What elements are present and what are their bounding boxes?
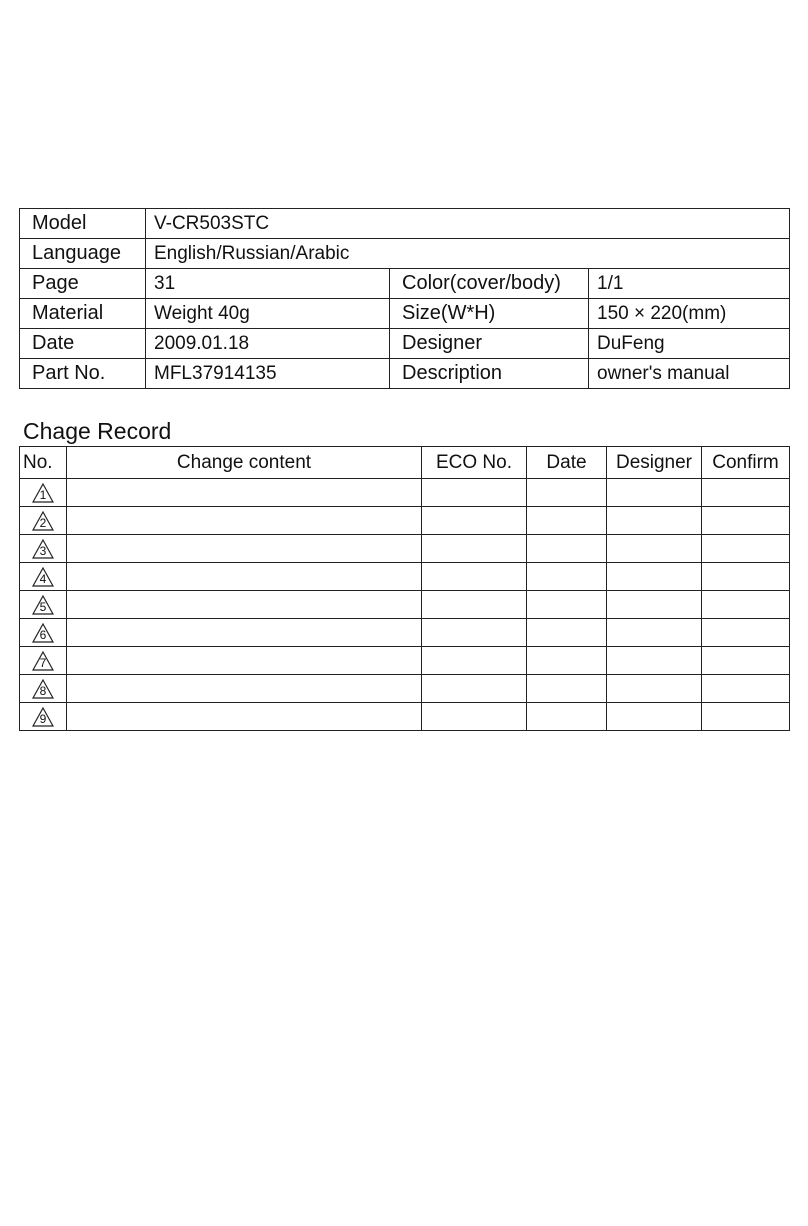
info-row-part-no	[20, 359, 790, 389]
table-row	[20, 591, 790, 619]
designer-cell	[607, 675, 702, 703]
table-row	[20, 479, 790, 507]
revision-number-label: 8	[39, 683, 47, 698]
description-label: Description	[390, 359, 589, 389]
change-content-cell	[67, 479, 422, 507]
designer-value: DuFeng	[589, 329, 790, 359]
date-cell	[527, 591, 607, 619]
designer-cell	[607, 591, 702, 619]
eco-no-cell	[422, 507, 527, 535]
info-row-model	[20, 209, 790, 239]
info-row-date	[20, 329, 790, 359]
date-cell	[527, 479, 607, 507]
date-cell	[527, 507, 607, 535]
record-header-row	[20, 447, 790, 479]
revision-number-cell	[20, 675, 67, 703]
change-record-table	[19, 446, 790, 731]
confirm-cell	[702, 507, 790, 535]
revision-triangle-icon	[32, 483, 54, 503]
language-label: Language	[20, 239, 146, 269]
eco-no-cell	[422, 619, 527, 647]
confirm-cell	[702, 647, 790, 675]
change-content-cell	[67, 675, 422, 703]
revision-number-cell	[20, 703, 67, 731]
revision-number-label: 3	[39, 543, 47, 558]
confirm-cell	[702, 703, 790, 731]
eco-no-cell	[422, 563, 527, 591]
revision-number-label: 7	[39, 655, 47, 670]
color-label: Color(cover/body)	[390, 269, 589, 299]
revision-number-label: 2	[39, 515, 47, 530]
language-value: English/Russian/Arabic	[146, 239, 790, 269]
table-row	[20, 703, 790, 731]
revision-number-cell	[20, 535, 67, 563]
designer-cell	[607, 647, 702, 675]
confirm-cell	[702, 479, 790, 507]
date-cell	[527, 703, 607, 731]
revision-number-cell	[20, 507, 67, 535]
info-row-material	[20, 299, 790, 329]
date-cell	[527, 563, 607, 591]
revision-triangle-icon	[32, 567, 54, 587]
part-no-label: Part No.	[20, 359, 146, 389]
change-content-cell	[67, 703, 422, 731]
color-value: 1/1	[589, 269, 790, 299]
model-value: V-CR503STC	[146, 209, 790, 239]
change-content-cell	[67, 619, 422, 647]
eco-no-cell	[422, 591, 527, 619]
revision-number-cell	[20, 591, 67, 619]
revision-number-label: 1	[39, 487, 47, 502]
page-value: 31	[146, 269, 390, 299]
date-cell	[527, 619, 607, 647]
date-value: 2009.01.18	[146, 329, 390, 359]
revision-triangle-icon	[32, 623, 54, 643]
confirm-cell	[702, 591, 790, 619]
date-cell	[527, 675, 607, 703]
confirm-cell	[702, 563, 790, 591]
table-row	[20, 647, 790, 675]
part-no-value: MFL37914135	[146, 359, 390, 389]
date-cell	[527, 647, 607, 675]
revision-triangle-icon	[32, 651, 54, 671]
eco-no-column-header: ECO No.	[422, 447, 527, 479]
document-info-table	[19, 208, 790, 389]
date-cell	[527, 535, 607, 563]
designer-cell	[607, 703, 702, 731]
revision-number-cell	[20, 619, 67, 647]
designer-column-header: Designer	[607, 447, 702, 479]
table-row	[20, 675, 790, 703]
table-row	[20, 507, 790, 535]
eco-no-cell	[422, 535, 527, 563]
info-row-language	[20, 239, 790, 269]
confirm-column-header: Confirm	[702, 447, 790, 479]
model-label: Model	[20, 209, 146, 239]
description-value: owner's manual	[589, 359, 790, 389]
revision-triangle-icon	[32, 595, 54, 615]
revision-triangle-icon	[32, 707, 54, 727]
designer-cell	[607, 619, 702, 647]
confirm-cell	[702, 675, 790, 703]
revision-triangle-icon	[32, 539, 54, 559]
table-row	[20, 563, 790, 591]
table-row	[20, 619, 790, 647]
revision-number-cell	[20, 563, 67, 591]
change-content-cell	[67, 563, 422, 591]
designer-cell	[607, 507, 702, 535]
revision-number-cell	[20, 647, 67, 675]
designer-cell	[607, 479, 702, 507]
record-body	[20, 479, 790, 731]
table-row	[20, 535, 790, 563]
eco-no-cell	[422, 675, 527, 703]
revision-triangle-icon	[32, 679, 54, 699]
confirm-cell	[702, 619, 790, 647]
change-content-cell	[67, 647, 422, 675]
designer-cell	[607, 563, 702, 591]
revision-number-cell	[20, 479, 67, 507]
change-record-title: Chage Record	[23, 418, 172, 444]
date-label: Date	[20, 329, 146, 359]
change-content-cell	[67, 535, 422, 563]
material-value: Weight 40g	[146, 299, 390, 329]
revision-number-label: 9	[39, 711, 47, 726]
confirm-cell	[702, 535, 790, 563]
eco-no-cell	[422, 479, 527, 507]
revision-number-label: 5	[39, 599, 47, 614]
change-content-cell	[67, 591, 422, 619]
date-column-header: Date	[527, 447, 607, 479]
eco-no-cell	[422, 703, 527, 731]
no-column-header: No.	[20, 447, 67, 479]
material-label: Material	[20, 299, 146, 329]
page-label: Page	[20, 269, 146, 299]
size-label: Size(W*H)	[390, 299, 589, 329]
designer-cell	[607, 535, 702, 563]
info-row-page	[20, 269, 790, 299]
revision-number-label: 6	[39, 627, 47, 642]
designer-label: Designer	[390, 329, 589, 359]
change-content-cell	[67, 507, 422, 535]
change-content-column-header: Change content	[67, 447, 422, 479]
revision-triangle-icon	[32, 511, 54, 531]
revision-number-label: 4	[39, 571, 47, 586]
size-value: 150 × 220(mm)	[589, 299, 790, 329]
eco-no-cell	[422, 647, 527, 675]
